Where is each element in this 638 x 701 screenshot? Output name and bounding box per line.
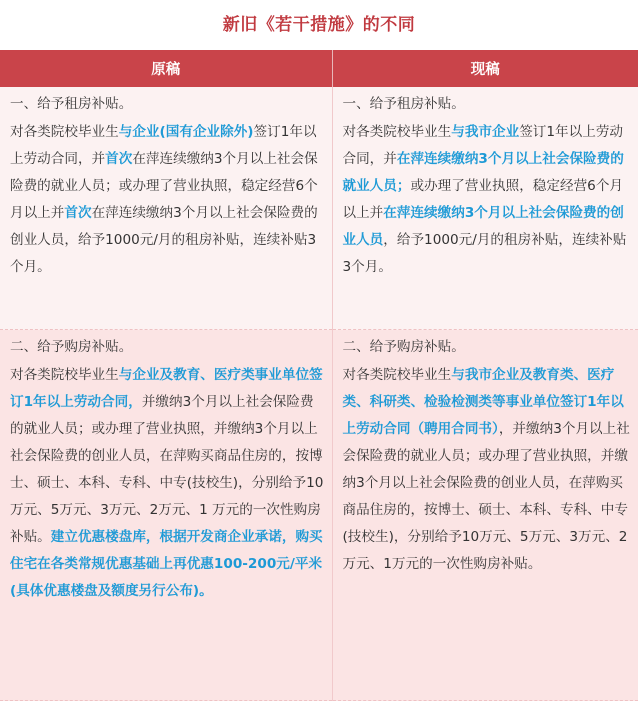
body-text: 在萍连续缴纳3个月以上社会保险费的就业人员；或办理了营业执照，稳定经营6个月以上并 [10,151,318,221]
body-text: ，给予1000元/月的租房补贴，连续补贴3个月。 [342,232,627,275]
clause-heading: 一、给予租房补贴。 [342,96,465,112]
cell-original-rent [0,87,332,330]
highlighted-text: 首次 [64,205,92,221]
highlighted-text: 首次 [105,151,133,167]
body-text: ，并缴纳3个月以上社会保险费的就业人员；或办理了营业执照，并缴纳3个月以上社会保险费的创业人员，在萍购买商品住房的，按博士、硕士、本科、专科、中专(技校生)，分别给予10万元、5万元、3万元、2万元、1万元的一次性购房补贴。 [342,421,630,572]
cell-current-purchase [332,330,638,701]
clause-heading: 一、给予租房补贴。 [10,96,133,112]
highlighted-text: 在萍连续缴纳3个月以上社会保险费的创业人员 [342,205,624,248]
clause-body [343,362,631,578]
highlighted-text: 与我市企业及教育类、医疗类、科研类、检验检测类等事业单位签订1年以上劳动合同（聘用合同书） [342,367,624,437]
column-header-original: 原稿 [0,50,332,87]
highlighted-text: 与企业(国有企业除外) [118,124,254,140]
table-row-purchase-subsidy [0,330,638,701]
highlighted-text: 建立优惠楼盘库，根据开发商企业承诺，购买住宅在各类常规优惠基础上再优惠100-200元/平米(具体优惠楼盘及额度另行公布)。 [10,529,323,599]
comparison-table [0,50,638,701]
body-text: 签订1年以上劳动合同，并 [342,124,624,167]
body-text: 或办理了营业执照，稳定经营6个月以上并 [342,178,624,221]
page-title: 新旧《若干措施》的不同 [222,15,416,35]
body-text: 并缴纳3个月以上社会保险费的就业人员；或办理了营业执照，并缴纳3个月以上社会保险费的创业人员，在萍购买商品住房的，按博士、硕士、本科、专科、中专(技校生)，分别给予10万元、5万元、3万元、2万元、1 万元的一次性购房补贴。 [10,394,324,545]
cell-original-purchase [0,330,332,701]
cell-current-rent [332,87,638,330]
highlighted-text: 与企业及教育、医疗类事业单位签订1年以上劳动合同， [10,367,323,410]
clause-body [10,362,324,605]
highlighted-text: 与我市企业 [451,124,520,140]
highlighted-text: 在萍连续缴纳3个月以上社会保险费的就业人员； [342,151,624,194]
body-text: 对各类院校毕业生 [342,124,452,140]
body-text: 对各类院校毕业生 [342,367,452,383]
body-text: 对各类院校毕业生 [10,124,119,140]
table-header-row [0,50,638,87]
body-text: 对各类院校毕业生 [10,367,119,383]
table-row-rent-subsidy [0,87,638,330]
body-text: 签订1年以上劳动合同，并 [10,124,317,167]
clause-heading: 二、给予购房补贴。 [342,339,465,355]
clause-body [343,119,631,281]
clause-body [10,119,324,281]
column-header-current: 现稿 [332,50,638,87]
body-text: 在萍连续缴纳3个月以上社会保险费的创业人员，给予1000元/月的租房补贴，连续补贴3个月。 [10,205,318,275]
clause-heading: 二、给予购房补贴。 [10,339,133,355]
